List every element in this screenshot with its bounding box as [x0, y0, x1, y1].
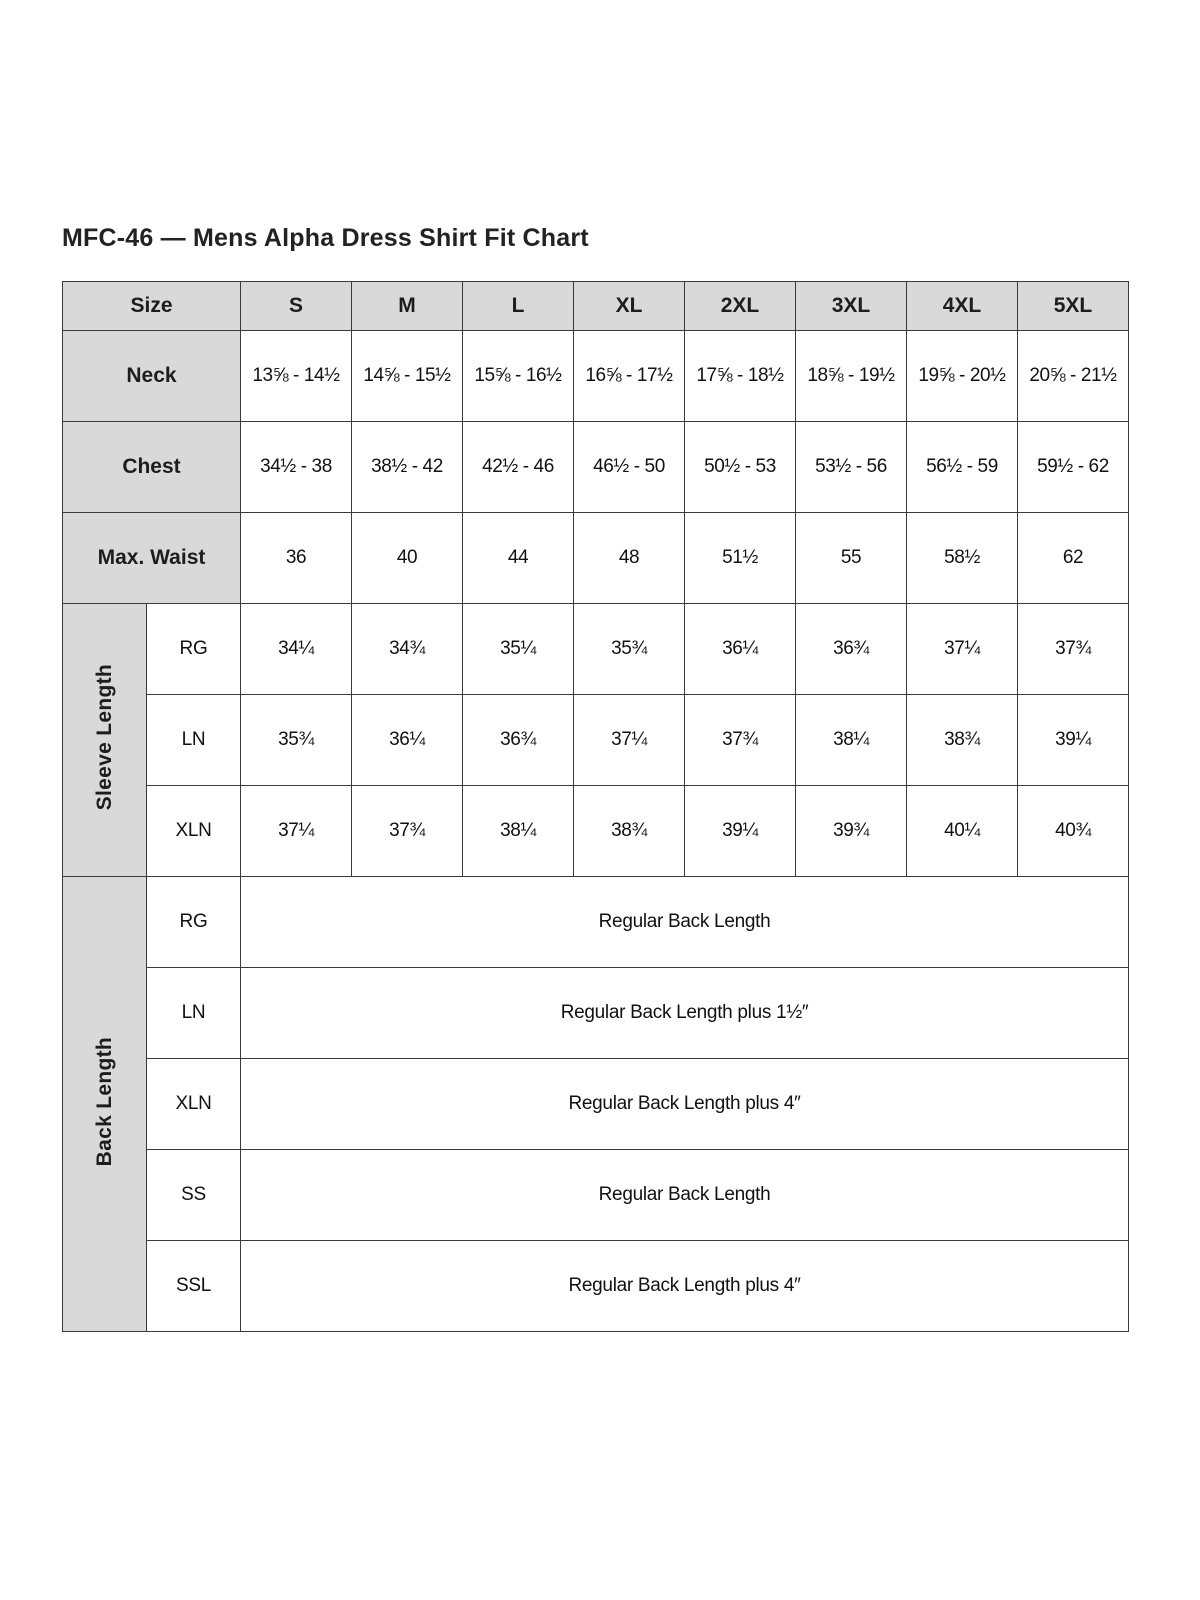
sleeve-length-label-cell [63, 604, 147, 877]
size-col-header: 5XL [1018, 282, 1129, 331]
sleeve-value: 37¾ [1018, 604, 1129, 695]
sleeve-value: 39¾ [796, 786, 907, 877]
sleeve-row-label: RG [147, 604, 241, 695]
back-ssl-row [63, 1241, 1129, 1332]
max-waist-row [63, 513, 1129, 604]
max-waist-value: 55 [796, 513, 907, 604]
max-waist-value: 58½ [907, 513, 1018, 604]
back-rg-row [63, 877, 1129, 968]
neck-value: 13⅝ - 14½ [241, 331, 352, 422]
back-row-label: SS [147, 1150, 241, 1241]
neck-row [63, 331, 1129, 422]
sleeve-row-label: XLN [147, 786, 241, 877]
back-length-value: Regular Back Length [241, 1150, 1129, 1241]
sleeve-value: 36¾ [796, 604, 907, 695]
sleeve-value: 37¾ [352, 786, 463, 877]
back-length-value: Regular Back Length plus 4″ [241, 1059, 1129, 1150]
back-length-value: Regular Back Length plus 1½″ [241, 968, 1129, 1059]
sleeve-value: 38¾ [907, 695, 1018, 786]
back-ss-row [63, 1150, 1129, 1241]
sleeve-row-label: LN [147, 695, 241, 786]
neck-value: 17⅝ - 18½ [685, 331, 796, 422]
size-col-header: XL [574, 282, 685, 331]
back-ln-row [63, 968, 1129, 1059]
size-col-header: 4XL [907, 282, 1018, 331]
sleeve-xln-row [63, 786, 1129, 877]
neck-value: 15⅝ - 16½ [463, 331, 574, 422]
neck-value: 18⅝ - 19½ [796, 331, 907, 422]
neck-value: 14⅝ - 15½ [352, 331, 463, 422]
back-length-value: Regular Back Length plus 4″ [241, 1241, 1129, 1332]
chest-row [63, 422, 1129, 513]
size-header-cell: Size [63, 282, 241, 331]
max-waist-value: 40 [352, 513, 463, 604]
sleeve-value: 39¼ [685, 786, 796, 877]
sleeve-ln-row [63, 695, 1129, 786]
chest-value: 34½ - 38 [241, 422, 352, 513]
sleeve-value: 35¼ [463, 604, 574, 695]
size-col-header: 2XL [685, 282, 796, 331]
max-waist-value: 48 [574, 513, 685, 604]
chest-value: 46½ - 50 [574, 422, 685, 513]
sleeve-value: 40¾ [1018, 786, 1129, 877]
fit-chart-table [62, 281, 1129, 1332]
neck-label: Neck [63, 331, 241, 422]
sleeve-value: 37¼ [907, 604, 1018, 695]
table-header-row [63, 282, 1129, 331]
sleeve-value: 37¾ [685, 695, 796, 786]
sleeve-value: 40¼ [907, 786, 1018, 877]
sleeve-rg-row [63, 604, 1129, 695]
max-waist-value: 36 [241, 513, 352, 604]
max-waist-value: 44 [463, 513, 574, 604]
sleeve-value: 38¾ [574, 786, 685, 877]
back-row-label: SSL [147, 1241, 241, 1332]
sleeve-value: 34¾ [352, 604, 463, 695]
neck-value: 16⅝ - 17½ [574, 331, 685, 422]
sleeve-value: 36¾ [463, 695, 574, 786]
chest-value: 56½ - 59 [907, 422, 1018, 513]
size-col-header: M [352, 282, 463, 331]
sleeve-length-label: Sleeve Length [92, 664, 116, 811]
sleeve-value: 35¾ [574, 604, 685, 695]
sleeve-value: 38¼ [796, 695, 907, 786]
size-col-header: S [241, 282, 352, 331]
chest-value: 42½ - 46 [463, 422, 574, 513]
sleeve-value: 39¼ [1018, 695, 1129, 786]
back-xln-row [63, 1059, 1129, 1150]
neck-value: 19⅝ - 20½ [907, 331, 1018, 422]
neck-value: 20⅝ - 21½ [1018, 331, 1129, 422]
sleeve-value: 37¼ [241, 786, 352, 877]
sleeve-value: 34¼ [241, 604, 352, 695]
back-length-label-cell [63, 877, 147, 1332]
max-waist-label: Max. Waist [63, 513, 241, 604]
back-row-label: LN [147, 968, 241, 1059]
chest-value: 50½ - 53 [685, 422, 796, 513]
chest-value: 59½ - 62 [1018, 422, 1129, 513]
size-col-header: 3XL [796, 282, 907, 331]
sleeve-value: 35¾ [241, 695, 352, 786]
chest-label: Chest [63, 422, 241, 513]
back-row-label: RG [147, 877, 241, 968]
max-waist-value: 62 [1018, 513, 1129, 604]
back-length-value: Regular Back Length [241, 877, 1129, 968]
size-col-header: L [463, 282, 574, 331]
sleeve-value: 38¼ [463, 786, 574, 877]
sleeve-value: 37¼ [574, 695, 685, 786]
chest-value: 38½ - 42 [352, 422, 463, 513]
back-row-label: XLN [147, 1059, 241, 1150]
sleeve-value: 36¼ [352, 695, 463, 786]
chest-value: 53½ - 56 [796, 422, 907, 513]
page-title: MFC-46 — Mens Alpha Dress Shirt Fit Chart [62, 224, 589, 252]
sleeve-value: 36¼ [685, 604, 796, 695]
back-length-label: Back Length [92, 1036, 116, 1167]
max-waist-value: 51½ [685, 513, 796, 604]
